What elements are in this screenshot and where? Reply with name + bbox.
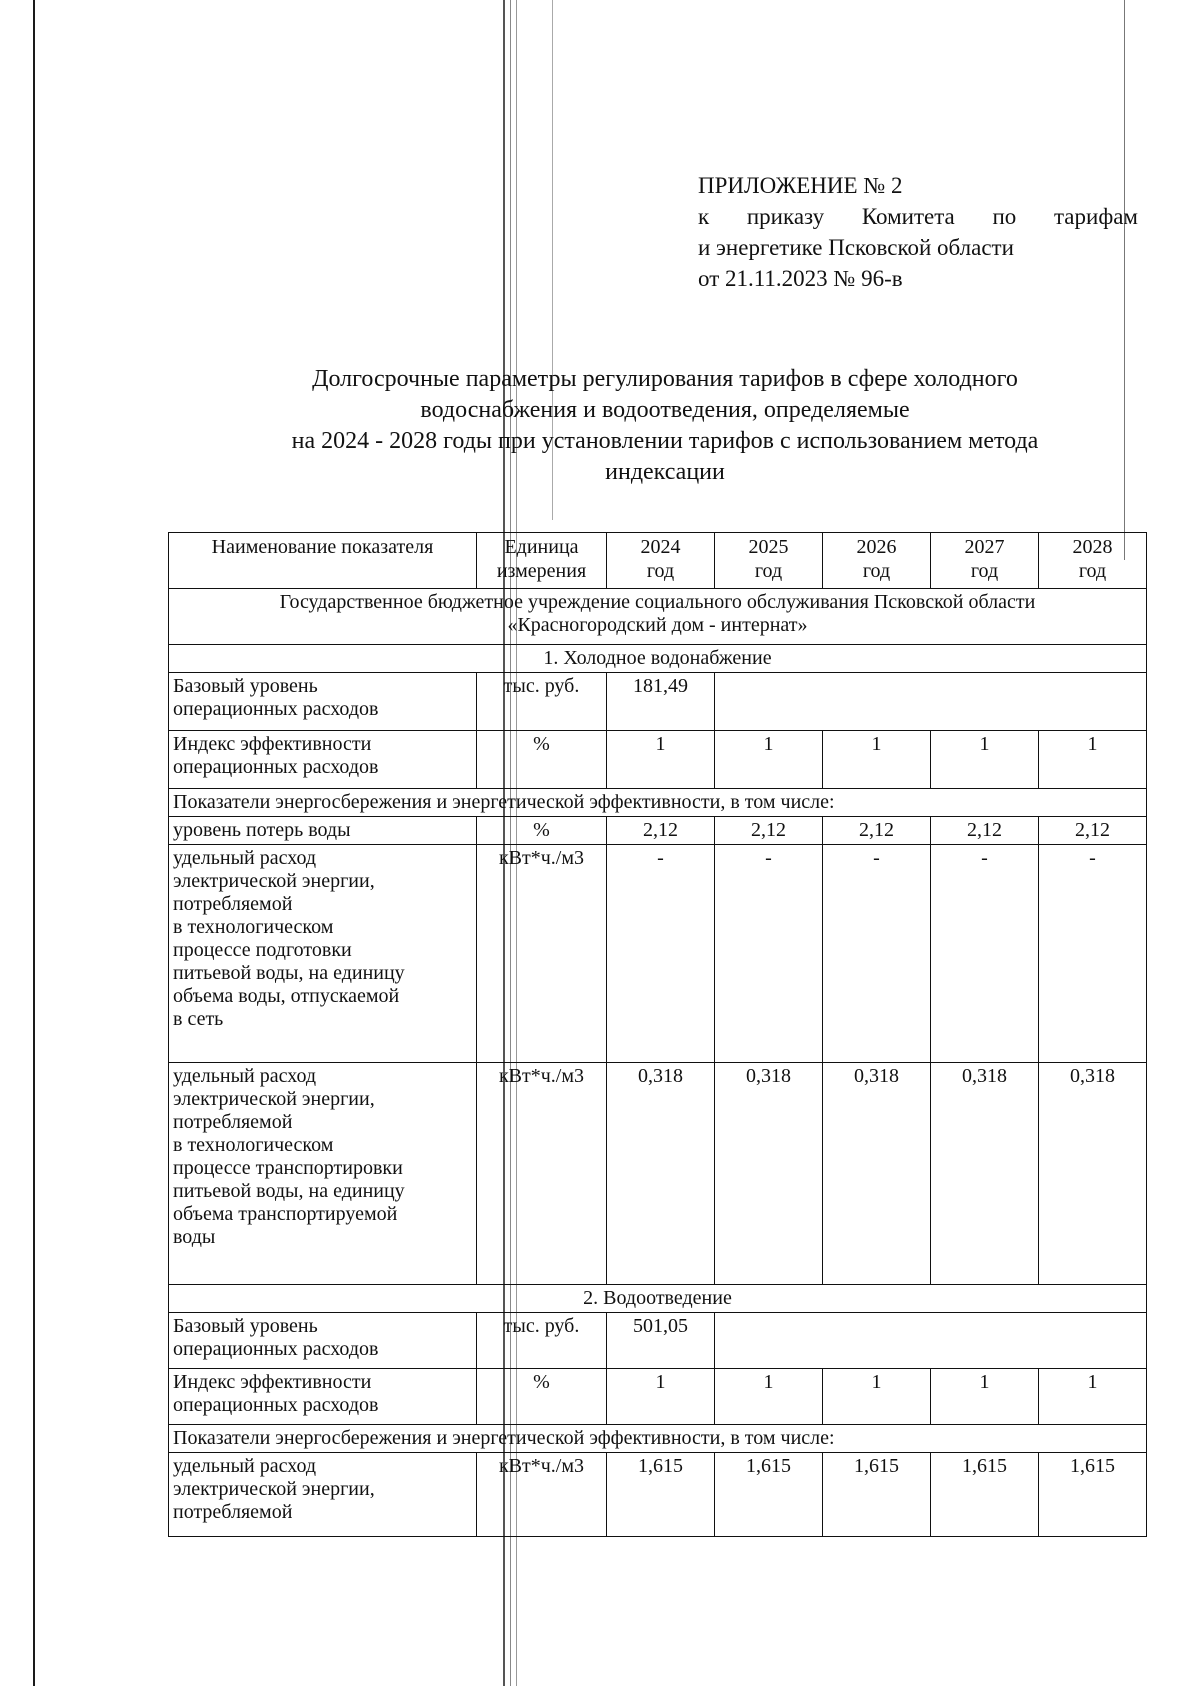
row-name-dr-energy: удельный расход электрической энергии, потребляемой [169, 1453, 477, 1537]
row-name-cw-index: Индекс эффективности операционных расходов [169, 731, 477, 789]
header-year-2025: 2025 год [715, 533, 823, 589]
row-value-dr-energy-2026: 1,615 [823, 1453, 931, 1537]
row-value-cw-prep-2028: - [1039, 845, 1147, 1063]
table-row [169, 731, 1147, 789]
left-margin-scan-line [33, 0, 35, 1686]
row-value-cw-transport-2025: 0,318 [715, 1063, 823, 1285]
category-row-energy-drain [169, 1425, 1147, 1453]
row-value-cw-transport-2028: 0,318 [1039, 1063, 1147, 1285]
row-value-dr-index-2025: 1 [715, 1369, 823, 1425]
row-value-dr-index-2027: 1 [931, 1369, 1039, 1425]
title-line-3: на 2024 - 2028 годы при установлении тарифов с использованием метода [291, 428, 1039, 454]
row-value-dr-energy-2028: 1,615 [1039, 1453, 1147, 1537]
row-value-cw-prep-2027: - [931, 845, 1039, 1063]
row-empty-dr-base [715, 1313, 1147, 1369]
row-unit-cw-transport: кВт*ч./м3 [477, 1063, 607, 1285]
organization-cell: Государственное бюджетное учреждение социального обслуживания Псковской области «Красногородский дом - интернат» [169, 589, 1147, 645]
row-name-cw-loss: уровень потерь воды [169, 817, 477, 845]
row-value-cw-index-2026: 1 [823, 731, 931, 789]
row-name-dr-base: Базовый уровень операционных расходов [169, 1313, 477, 1369]
title-line-4: индексации [605, 459, 725, 485]
row-value-dr-index-2024: 1 [607, 1369, 715, 1425]
section-row-drainage [169, 1285, 1147, 1313]
category-row-energy-cold [169, 789, 1147, 817]
row-name-cw-transport: удельный расход электрической энергии, потребляемой в технологическом процессе транспортировки питьевой воды, на единицу объема транспортируемой воды [169, 1063, 477, 1285]
row-name-cw-base: Базовый уровень операционных расходов [169, 673, 477, 731]
row-value-cw-index-2027: 1 [931, 731, 1039, 789]
title-line-1: Долгосрочные параметры регулирования тарифов в сфере холодного [312, 366, 1018, 392]
table-header-row [169, 533, 1147, 589]
table-row [169, 1453, 1147, 1537]
table-row [169, 1313, 1147, 1369]
appendix-header [698, 170, 1138, 294]
section-cold-water: 1. Холодное водонабжение [169, 645, 1147, 673]
table-row [169, 845, 1147, 1063]
table-row [169, 817, 1147, 845]
row-value-cw-loss-2027: 2,12 [931, 817, 1039, 845]
header-year-2026: 2026 год [823, 533, 931, 589]
row-unit-dr-energy: кВт*ч./м3 [477, 1453, 607, 1537]
header-year-2028: 2028 год [1039, 533, 1147, 589]
row-value-cw-loss-2024: 2,12 [607, 817, 715, 845]
row-name-cw-prep: удельный расход электрической энергии, потребляемой в технологическом процессе подготовки питьевой воды, на единицу объема воды, отпускаемой в сеть [169, 845, 477, 1063]
row-value-cw-base-2024: 181,49 [607, 673, 715, 731]
header-name-cell: Наименование показателя [169, 533, 477, 589]
section-row-cold-water [169, 645, 1147, 673]
row-value-dr-base-2024: 501,05 [607, 1313, 715, 1369]
appendix-number: ПРИЛОЖЕНИЕ № 2 [698, 173, 903, 198]
section-drainage: 2. Водоотведение [169, 1285, 1147, 1313]
row-name-dr-index: Индекс эффективности операционных расходов [169, 1369, 477, 1425]
title-line-2: водоснабжения и водоотведения, определяемые [420, 397, 910, 423]
row-unit-cw-prep: кВт*ч./м3 [477, 845, 607, 1063]
organization-row [169, 589, 1147, 645]
row-unit-cw-loss: % [477, 817, 607, 845]
row-value-cw-transport-2027: 0,318 [931, 1063, 1039, 1285]
appendix-date: от 21.11.2023 № 96-в [698, 266, 903, 291]
row-value-cw-index-2025: 1 [715, 731, 823, 789]
row-value-cw-transport-2024: 0,318 [607, 1063, 715, 1285]
table-row [169, 1063, 1147, 1285]
row-unit-cw-base: тыс. руб. [477, 673, 607, 731]
row-value-cw-loss-2025: 2,12 [715, 817, 823, 845]
appendix-order-ref: к приказу Комитета по тарифам [698, 204, 1138, 229]
row-unit-dr-base: тыс. руб. [477, 1313, 607, 1369]
row-value-dr-energy-2024: 1,615 [607, 1453, 715, 1537]
row-value-dr-energy-2025: 1,615 [715, 1453, 823, 1537]
header-unit-cell: Единица измерения [477, 533, 607, 589]
row-value-cw-prep-2025: - [715, 845, 823, 1063]
header-year-2024: 2024 год [607, 533, 715, 589]
row-value-cw-prep-2024: - [607, 845, 715, 1063]
category-energy-cold: Показатели энергосбережения и энергетической эффективности, в том числе: [169, 789, 1147, 817]
row-value-dr-index-2026: 1 [823, 1369, 931, 1425]
category-energy-drain: Показатели энергосбережения и энергетической эффективности, в том числе: [169, 1425, 1147, 1453]
header-year-2027: 2027 год [931, 533, 1039, 589]
parameters-table [168, 532, 1147, 1537]
row-value-cw-index-2024: 1 [607, 731, 715, 789]
row-unit-cw-index: % [477, 731, 607, 789]
row-value-dr-energy-2027: 1,615 [931, 1453, 1039, 1537]
row-value-cw-loss-2026: 2,12 [823, 817, 931, 845]
row-value-cw-transport-2026: 0,318 [823, 1063, 931, 1285]
appendix-committee: и энергетике Псковской области [698, 235, 1014, 260]
row-value-cw-index-2028: 1 [1039, 731, 1147, 789]
row-value-cw-prep-2026: - [823, 845, 931, 1063]
row-value-cw-loss-2028: 2,12 [1039, 817, 1147, 845]
row-unit-dr-index: % [477, 1369, 607, 1425]
row-empty-cw-base [715, 673, 1147, 731]
table-row [169, 673, 1147, 731]
document-title [170, 364, 1160, 488]
table-row [169, 1369, 1147, 1425]
row-value-dr-index-2028: 1 [1039, 1369, 1147, 1425]
